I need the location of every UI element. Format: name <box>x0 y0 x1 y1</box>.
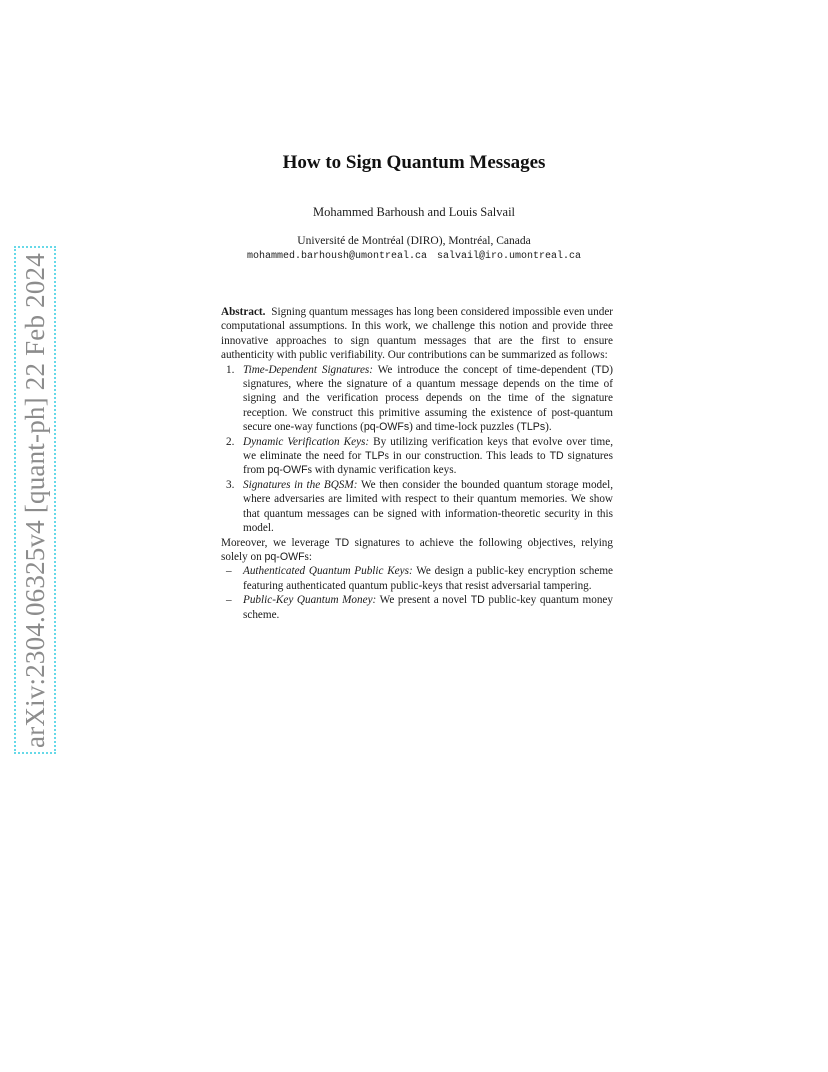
acronym-pq-owfs: pq-OWFs <box>363 421 410 434</box>
objective-item: – Public-Key Quantum Money: We present a novel TD public-key quantum money scheme. <box>243 593 613 622</box>
contribution-item: Dynamic Verification Keys: By utilizing verification keys that evolve over time, we eliminate the need for TLPs in our construction. This leads to TD signatures from pq-OWFs with dynamic verification keys. <box>243 435 613 477</box>
acronym-tlp: TLP <box>365 450 385 463</box>
objective-heading: Public-Key Quantum Money: <box>243 594 377 607</box>
acronym-pq-owf: pq-OWF <box>267 464 308 477</box>
author-emails <box>0 251 828 262</box>
contribution-heading: Time-Dependent Signatures: <box>243 363 374 376</box>
author-email-1: mohammed.barhoush@umontreal.ca <box>246 251 427 262</box>
arxiv-identifier-text: arXiv:2304.06325v4 [quant-ph] 22 Feb 2024 <box>19 252 50 748</box>
contribution-heading: Signatures in the BQSM: <box>243 478 358 491</box>
contribution-item: Signatures in the BQSM: We then consider the bounded quantum storage model, where adversaries are limited with respect to their quantum memories. We show that quantum messages can be signed with information-theoretic security in this model. <box>243 478 613 535</box>
paper-authors: Mohammed Barhoush and Louis Salvail <box>312 205 516 219</box>
arxiv-identifier-stamp <box>14 246 56 754</box>
abstract-intro-text: Signing quantum messages has long been considered impossible even under computational assumptions. In this work, we challenge this notion and provide three innovative approaches to sign quantum messages that are the first to ensure authenticity with public verifiability. Our contributions can be summarized as follows: <box>221 306 614 362</box>
abstract-label: Abstract. <box>221 306 266 318</box>
objective-heading: Authenticated Quantum Public Keys: <box>243 565 413 578</box>
paper-affiliation: Université de Montréal (DIRO), Montréal, Canada <box>297 235 531 247</box>
acronym-td: TD <box>470 594 485 607</box>
abstract-section <box>221 305 613 622</box>
contribution-heading: Dynamic Verification Keys: <box>243 435 370 448</box>
moreover-paragraph: Moreover, we leverage TD signatures to achieve the following objectives, relying solely on pq-OWFs: <box>221 536 613 563</box>
objective-item: – Authenticated Quantum Public Keys: We design a public-key encryption scheme featuring authenticated quantum public-keys that resist adversarial tampering. <box>243 564 613 593</box>
contribution-item: Time-Dependent Signatures: We introduce the concept of time-dependent (TD) signatures, where the signature of a quantum message depends on the time of signing and the verification process depends on the time of the signature reception. We construct this primitive assuming the existence of post-quantum secure one-way functions (pq-OWFs) and time-lock puzzles (TLPs). <box>243 363 613 434</box>
acronym-td: TD <box>595 363 610 376</box>
acronym-pq-owf: pq-OWF <box>264 550 305 563</box>
author-email-2: salvail@iro.umontreal.ca <box>437 251 582 262</box>
objectives-list <box>221 564 613 622</box>
acronym-td: TD <box>334 536 350 549</box>
abstract-intro-paragraph <box>221 305 613 363</box>
paper-title: How to Sign Quantum Messages <box>282 152 546 173</box>
contributions-list <box>221 363 613 536</box>
acronym-tlps: TLPs <box>520 421 546 434</box>
acronym-td: TD <box>549 450 564 463</box>
